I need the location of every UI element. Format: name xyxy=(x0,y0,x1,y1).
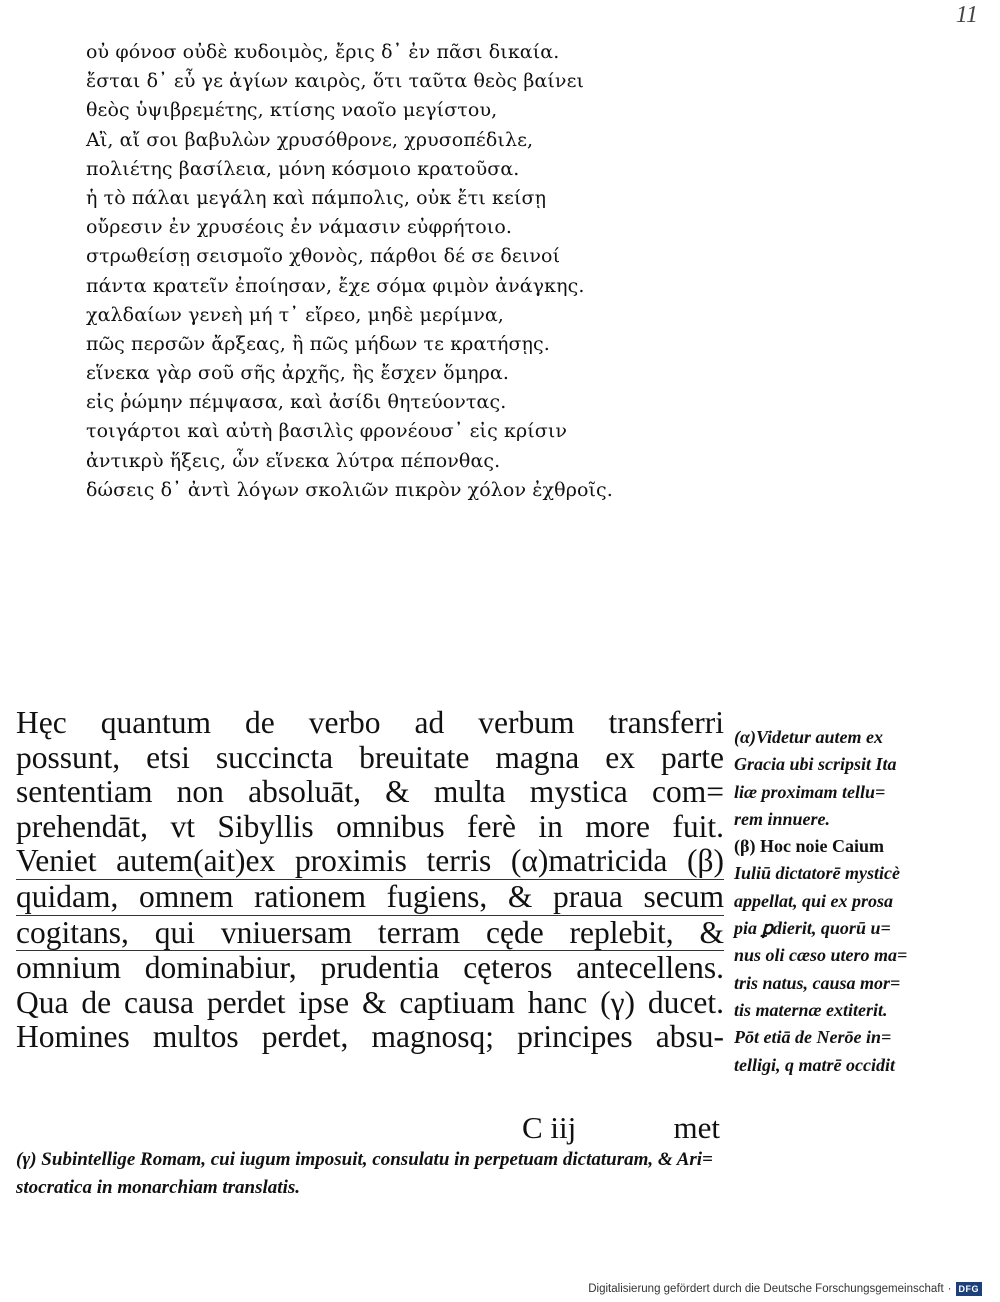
footnote-line: (γ) Subintellige Romam, cui iugum imposuit, consulatu in perpetuam dictaturam, & Ari= xyxy=(16,1149,713,1170)
margin-note-line: Gracia ubi scripsit Ita xyxy=(734,754,897,775)
greek-verse-line: πῶς περσῶν ἄρξεας, ἢ πῶς μήδων τε κρατήσῃς. xyxy=(86,332,550,355)
margin-note-line: liæ proximam tellu= xyxy=(734,781,886,802)
margin-note-line: (α)Videtur autem ex xyxy=(734,727,883,747)
greek-verse xyxy=(86,38,646,505)
greek-verse-line: εἰς ῥώμην πέμψασα, καὶ ἀσίδι θητεύοντας. xyxy=(86,391,507,414)
margin-note xyxy=(734,724,936,1079)
greek-verse-line: τοιγάρτοι καὶ αὐτὴ βασιλὶς φρονέουσ᾽ εἰς κρίσιν xyxy=(86,420,568,443)
latin-line: prehendāt, vt Sibyllis omnibus ferè in more fuit. xyxy=(16,809,724,844)
greek-verse-line: δώσεις δ᾽ ἀντὶ λόγων σκολιῶν πικρὸν χόλον ἐχθροῖς. xyxy=(86,478,613,501)
separator-dot: · xyxy=(947,1283,952,1295)
greek-verse-line: Αἲ, αἴ σοι βαβυλὼν χρυσόθρονε, χρυσοπέδιλε, xyxy=(86,128,534,151)
latin-line: sententiam non absoluāt, & multa mystica com= xyxy=(16,775,724,810)
greek-verse-line: ἡ τὸ πάλαι μεγάλη καὶ πάμπολις, οὐκ ἔτι κείσῃ xyxy=(86,186,547,209)
credit-text: Digitalisierung gefördert durch die Deutsche Forschungsgemeinschaft xyxy=(588,1283,944,1295)
margin-note-line: nus oli cæso utero ma= xyxy=(734,945,908,966)
folio-number: 11 xyxy=(955,2,978,28)
greek-verse-line: ἔσται δ᾽ εὖ γε ἁγίων καιρὸς, ὅτι ταῦτα θεὸς βαίνει xyxy=(86,70,585,93)
latin-line: Qua de causa perdet ipse & captiuam hanc (γ) ducet. xyxy=(16,985,724,1020)
latin-line: Homines multos perdet, magnosq; principes absu- xyxy=(16,1020,724,1055)
dfg-logo-icon: DFG xyxy=(956,1282,983,1296)
latin-line-underlined: Veniet autem(ait)ex proximis terris (α)matricida (β) xyxy=(16,844,724,879)
margin-note-line: (β) Hoc noie Caium xyxy=(734,836,884,857)
latin-line-underlined: cogitans, qui vniuersam terram cęde replebit, & xyxy=(16,915,724,950)
greek-verse-line: οὔρεσιν ἐν χρυσέοις ἐν νάμασιν εὐφρήτοιο. xyxy=(86,216,512,239)
greek-verse-line: χαλδαίων γενεὴ μή τ᾽ εἴρεο, μηδὲ μερίμνα, xyxy=(86,303,504,326)
footnote-line: stocratica in monarchiam translatis. xyxy=(16,1177,300,1198)
margin-note-line: Iuliū dictatorē mysticè xyxy=(734,863,900,884)
footnote xyxy=(16,1146,726,1202)
greek-verse-line: οὐ φόνοσ οὐδὲ κυδοιμὸς, ἔρις δ᾽ ἐν πᾶσι δικαία. xyxy=(86,41,560,63)
latin-line: omnium dominabiur, prudentia cęteros antecellens. xyxy=(16,951,724,986)
margin-note-line: appellat, qui ex prosa xyxy=(734,890,894,911)
margin-note-line: pia ꝑdierit, quorū u= xyxy=(734,918,891,939)
latin-line-underlined: quidam, omnem rationem fugiens, & praua secum xyxy=(16,879,724,914)
catchword: met xyxy=(673,1110,720,1145)
greek-verse-line: πάντα κρατεῖν ἐποίησαν, ἔχε σόμα φιμὸν ἀνάγκης. xyxy=(86,274,585,297)
greek-verse-line: ἀντικρὺ ἥξεις, ὧν εἵνεκα λύτρα πέπονθας. xyxy=(86,449,501,472)
digitization-credit xyxy=(588,1282,982,1296)
greek-verse-line: στρωθείσῃ σεισμοῖο χθονὸς, πάρθοι δέ σε δεινοί xyxy=(86,245,561,268)
latin-line: possunt, etsi succincta breuitate magna ex parte xyxy=(16,740,724,775)
margin-note-line: Pōt etiā de Nerōe in= xyxy=(734,1027,892,1048)
greek-verse-line: εἵνεκα γὰρ σοῦ σῆς ἀρχῆς, ἣς ἔσχεν ὅμηρα. xyxy=(86,362,509,385)
margin-note-line: rem innuere. xyxy=(734,808,831,829)
margin-note-line: tris natus, causa mor= xyxy=(734,972,901,993)
signature-mark: C iij xyxy=(522,1110,577,1145)
greek-verse-line: πολιέτης βασίλεια, μόνη κόσμοιο κρατοῦσα. xyxy=(86,157,520,180)
margin-note-line: tis maternæ extiterit. xyxy=(734,999,888,1020)
catch-line xyxy=(16,1110,724,1144)
margin-note-line: telligi, q matrē occidit xyxy=(734,1054,895,1075)
greek-verse-line: θεὸς ὑψιβρεμέτης, κτίσης ναοῖο μεγίστου, xyxy=(86,99,498,122)
latin-line: Hęc quantum de verbo ad verbum transferri xyxy=(16,706,724,740)
latin-commentary xyxy=(16,706,724,1055)
